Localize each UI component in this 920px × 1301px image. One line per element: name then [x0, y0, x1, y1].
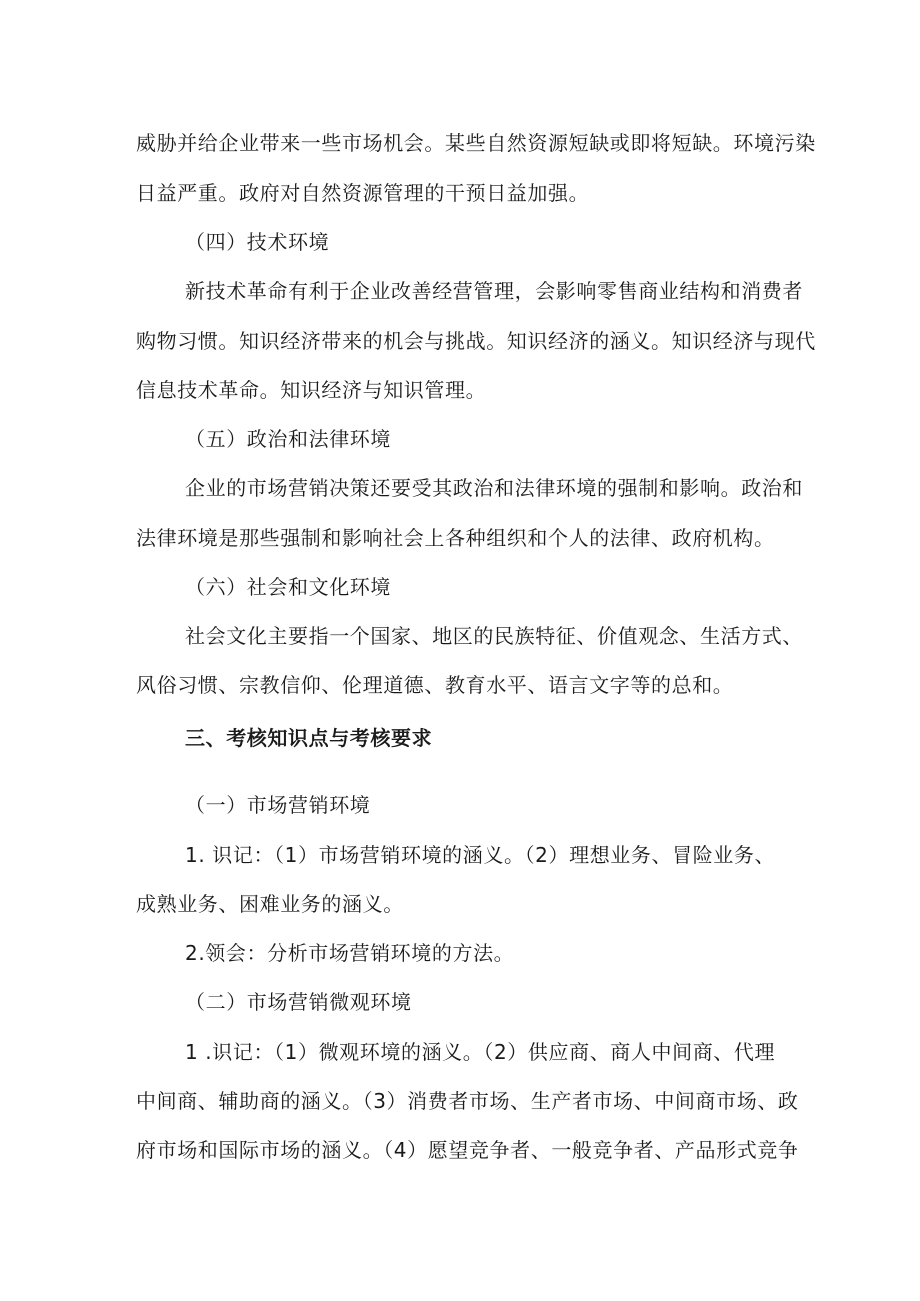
- heading-marketing-environment: （一）市场营销环境: [185, 793, 371, 817]
- paragraph-political-line-1: 企业的市场营销决策还要受其政治和法律环境的强制和影响。政治和: [185, 476, 803, 500]
- paragraph-memorize-line-2: 成熟业务、困难业务的涵义。: [136, 892, 404, 916]
- paragraph-micro-memorize-line-1: 1 .识记：（1）微观环境的涵义。（2）供应商、商人中间商、代理: [185, 1040, 776, 1064]
- heading-technology-environment: （四）技术环境: [185, 230, 330, 254]
- paragraph-natural-env-line-1: 威胁并给企业带来一些市场机会。某些自然资源短缺或即将短缺。环境污染: [136, 131, 816, 155]
- paragraph-political-line-2: 法律环境是那些强制和影响社会上各种组织和个人的法律、政府机构。: [136, 526, 775, 550]
- section-heading-assessment: 三、考核知识点与考核要求: [185, 726, 433, 750]
- paragraph-micro-memorize-line-3: 府市场和国际市场的涵义。（4）愿望竞争者、一般竞争者、产品形式竞争: [136, 1138, 799, 1162]
- paragraph-micro-memorize-line-2: 中间商、辅助商的涵义。（3）消费者市场、生产者市场、中间商市场、政: [136, 1089, 799, 1113]
- paragraph-comprehend: 2.领会：分析市场营销环境的方法。: [185, 941, 515, 965]
- heading-political-legal-environment: （五）政治和法律环境: [185, 427, 391, 451]
- paragraph-natural-env-line-2: 日益严重。政府对自然资源管理的干预日益加强。: [136, 181, 590, 205]
- paragraph-memorize-line-1: 1. 识记：（1）市场营销环境的涵义。（2）理想业务、冒险业务、: [185, 843, 776, 867]
- paragraph-culture-line-2: 风俗习惯、宗教信仰、伦理道德、教育水平、语言文字等的总和。: [136, 673, 734, 697]
- heading-social-cultural-environment: （六）社会和文化环境: [185, 575, 391, 599]
- paragraph-technology-line-3: 信息技术革命。知识经济与知识管理。: [136, 378, 487, 402]
- paragraph-technology-line-2: 购物习惯。知识经济带来的机会与挑战。知识经济的涵义。知识经济与现代: [136, 329, 816, 353]
- heading-micro-environment: （二）市场营销微观环境: [185, 990, 412, 1014]
- paragraph-culture-line-1: 社会文化主要指一个国家、地区的民族特征、价值观念、生活方式、: [185, 624, 803, 648]
- paragraph-technology-line-1: 新技术革命有利于企业改善经营管理，会影响零售商业结构和消费者: [185, 279, 803, 303]
